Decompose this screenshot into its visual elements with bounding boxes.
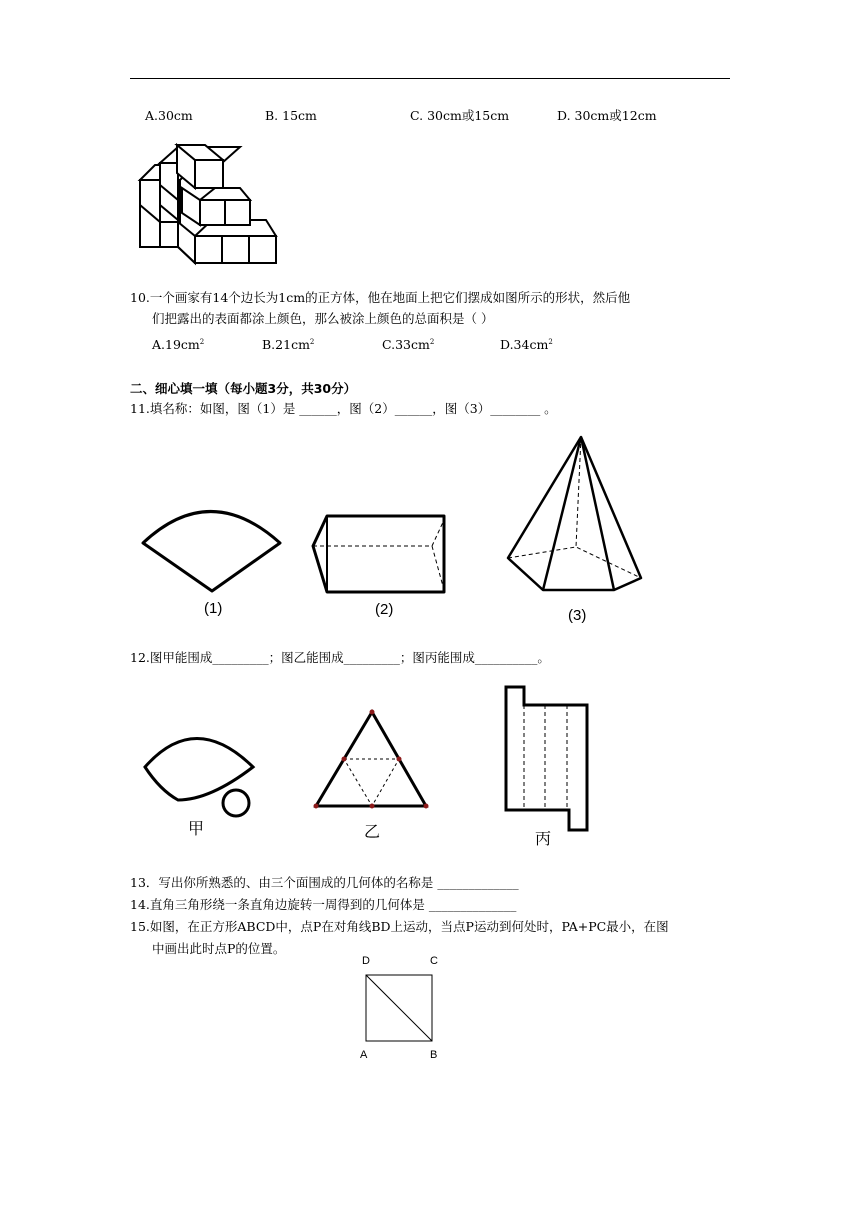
q10-line2: 们把露出的表面都涂上颜色，那么被涂上颜色的总面积是（ ）: [152, 311, 494, 326]
q10-option-d: $D.34cm^2$: [500, 337, 553, 352]
q9-option-d: D. 30cm或12cm: [557, 108, 657, 123]
q13-text: 13．写出你所熟悉的、由三个面围成的几何体的名称是 _____________: [130, 875, 519, 890]
section2-title: 二、细心填一填（每小题3分，共30分）: [130, 381, 357, 396]
q9-option-c: C. 30cm或15cm: [410, 108, 510, 123]
jia-label: 甲: [188, 821, 205, 838]
yi-label: 乙: [364, 824, 381, 841]
q9-option-b: B. 15cm: [265, 108, 317, 123]
q15-line2: 中画出此时点P的位置。: [152, 941, 286, 956]
q10-line1: 10.一个画家有14个边长为1cm的正方体，他在地面上把它们摆成如图所示的形状，然后他: [130, 290, 631, 305]
fig3-label: (3): [568, 607, 587, 624]
q10-option-c: $C.33cm^2$: [382, 337, 435, 352]
vertex-c: C: [430, 955, 438, 967]
fig2-label: (2): [375, 601, 394, 618]
vertex-d: D: [362, 955, 370, 967]
bing-label: 丙: [535, 831, 552, 848]
q14-text: 14.直角三角形绕一条直角边旋转一周得到的几何体是 ______________: [130, 897, 517, 912]
q12-text: 12.图甲能围成_________；图乙能围成_________；图丙能围成__________。: [130, 650, 550, 665]
vertex-a: A: [360, 1049, 368, 1061]
q15-line1: 15.如图，在正方形ABCD中，点P在对角线BD上运动，当点P运动到何处时，PA+PC最小，在图: [130, 919, 669, 934]
fig1-label: (1): [204, 600, 223, 617]
q10-option-b: $B.21cm^2$: [262, 337, 315, 352]
q10-option-a: $A.19cm^2$: [152, 337, 205, 352]
q11-text: 11.填名称：如图，图（1）是 ______，图（2）______，图（3）________ 。: [130, 401, 557, 416]
q9-option-a: A.30cm: [145, 108, 193, 123]
vertex-b: B: [430, 1049, 438, 1061]
